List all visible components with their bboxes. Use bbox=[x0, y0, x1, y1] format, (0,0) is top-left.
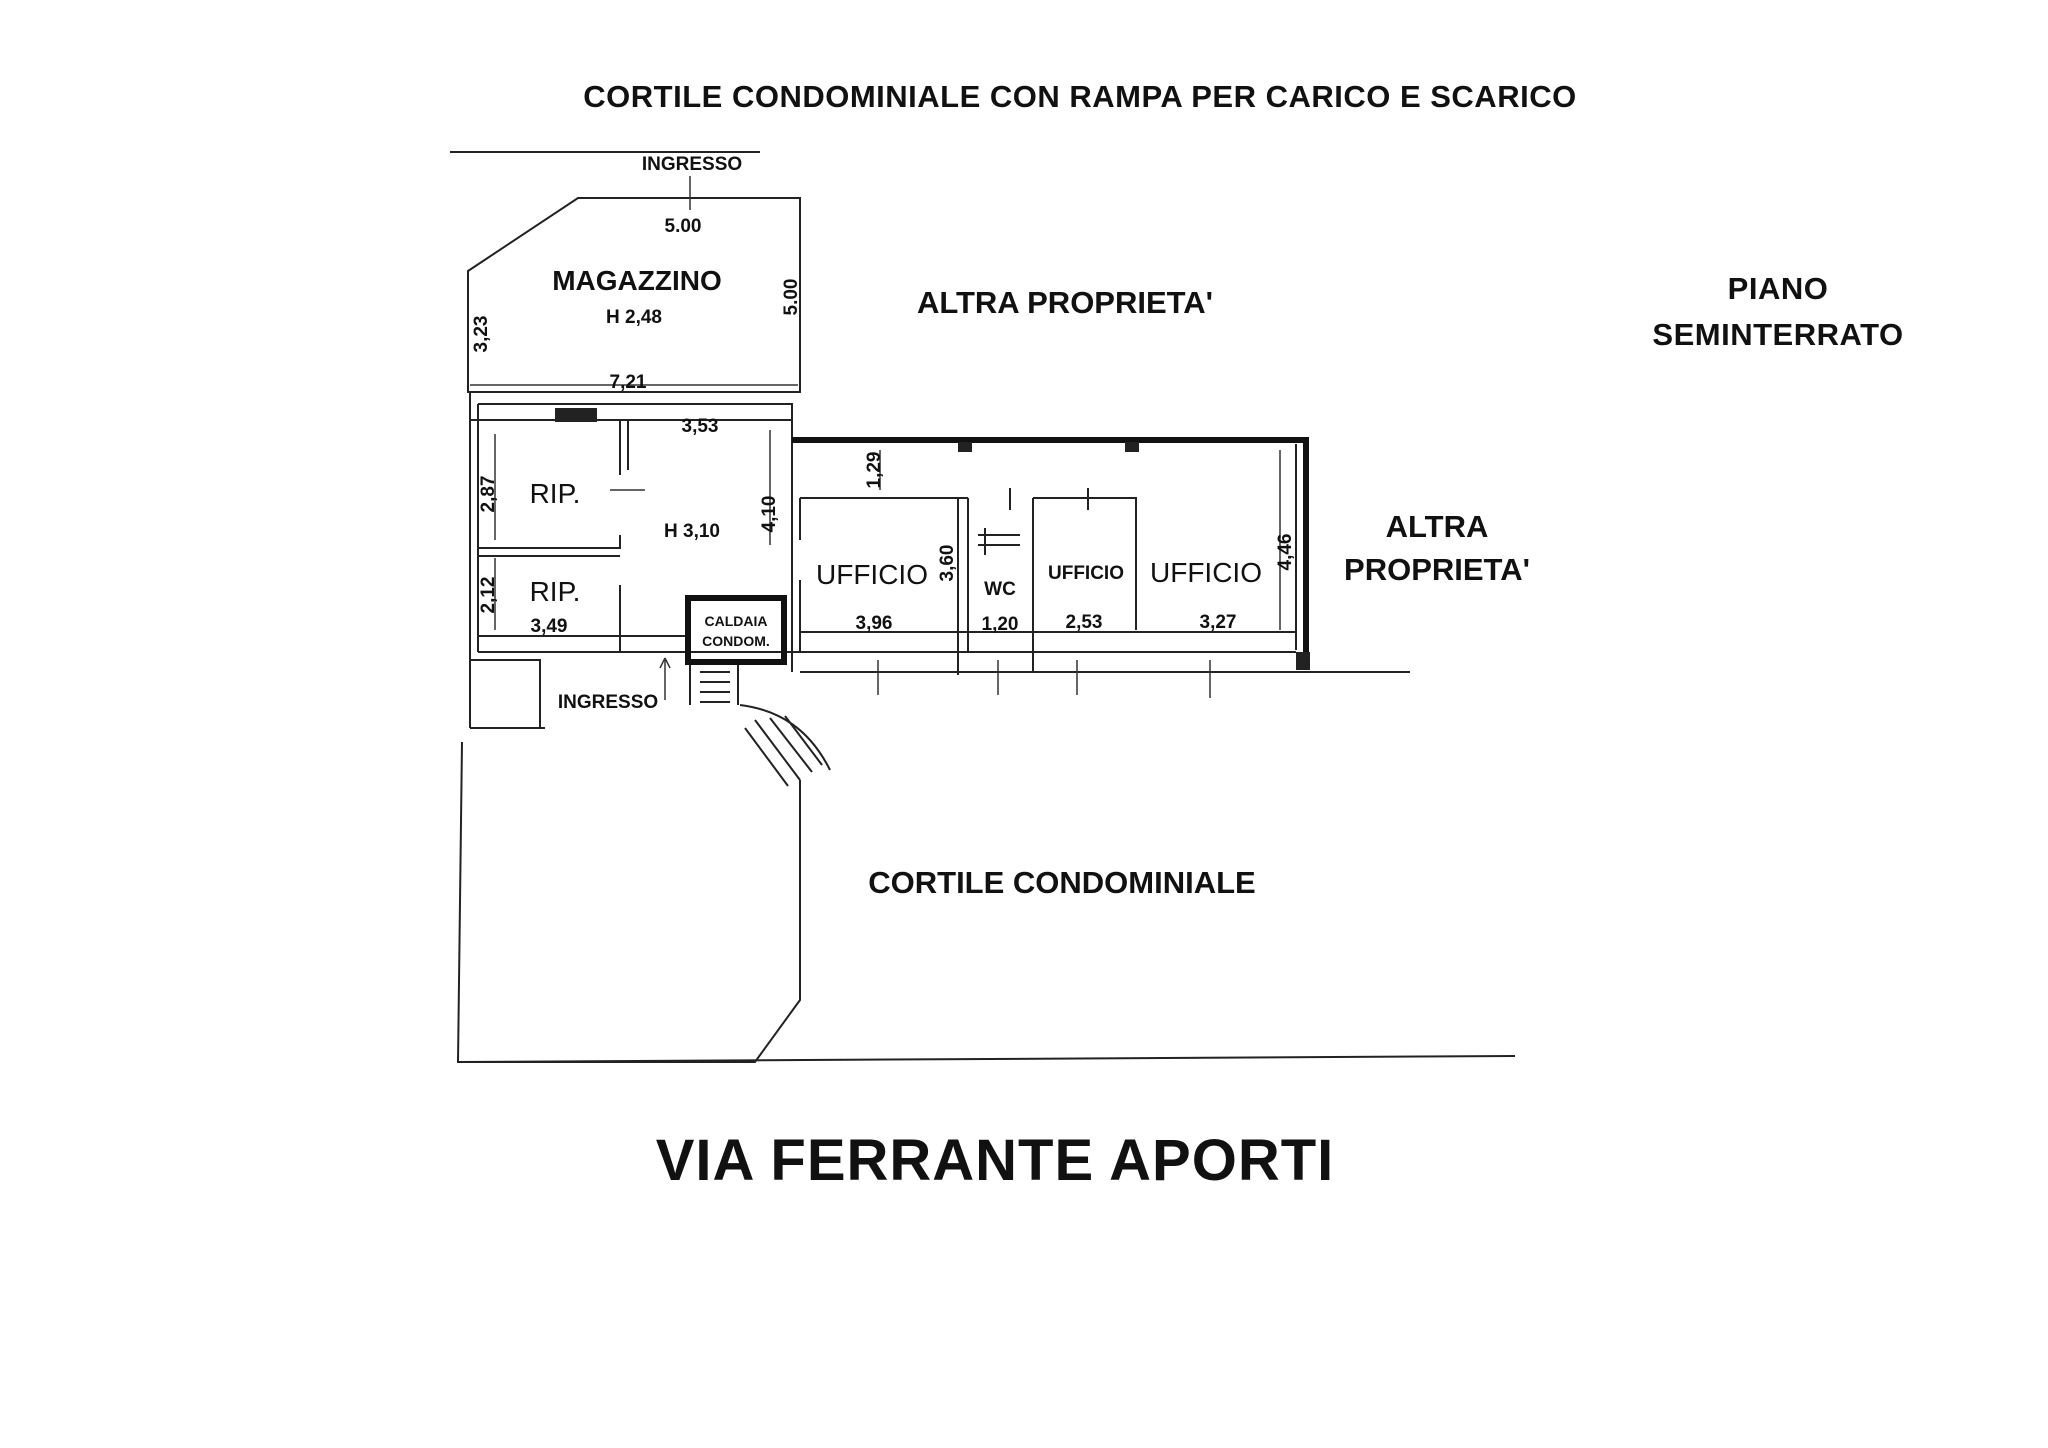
dim-uff1-h: 3,60 bbox=[937, 544, 958, 582]
room-wc-name: WC bbox=[984, 579, 1016, 600]
room-caldaia-line2: CONDOM. bbox=[702, 633, 770, 649]
dim-mag-left: 3,23 bbox=[471, 315, 492, 353]
dim-rip-upper-h: 2,87 bbox=[478, 475, 499, 513]
dim-central-h: 4,10 bbox=[759, 495, 780, 533]
level-label-line1: PIANO bbox=[1727, 271, 1829, 306]
top-courtyard-label: CORTILE CONDOMINIALE CON RAMPA PER CARICO E SCARICO bbox=[583, 79, 1577, 114]
room-ufficio-2-name: UFFICIO bbox=[1048, 563, 1124, 584]
dim-mag-bottom: 7,21 bbox=[609, 372, 647, 393]
room-rip-lower-name: RIP. bbox=[529, 576, 581, 607]
dim-rip-lower-w: 3,49 bbox=[530, 616, 568, 637]
level-label-line2: SEMINTERRATO bbox=[1652, 317, 1904, 352]
entrance-top-label: INGRESSO bbox=[641, 154, 743, 175]
dim-mag-right: 5.00 bbox=[781, 278, 802, 316]
entrance-steps bbox=[660, 658, 830, 786]
dim-wc-w: 1,20 bbox=[981, 614, 1019, 635]
courtyard-outline bbox=[458, 742, 1515, 1062]
room-central-height: H 3,10 bbox=[664, 521, 720, 542]
dim-uff1-w: 3,96 bbox=[855, 613, 893, 634]
room-magazzino-name: MAGAZZINO bbox=[552, 265, 722, 296]
dim-uff2-w: 2,53 bbox=[1065, 612, 1103, 633]
dim-rip-lower-h: 2,12 bbox=[478, 576, 499, 614]
room-rip-upper-name: RIP. bbox=[529, 478, 581, 509]
courtyard-label: CORTILE CONDOMINIALE bbox=[868, 865, 1256, 900]
dim-uff3-h: 4,46 bbox=[1275, 533, 1296, 571]
neighbor-right-line1: ALTRA bbox=[1385, 509, 1489, 544]
room-caldaia-line1: CALDAIA bbox=[704, 613, 768, 629]
left-block-walls bbox=[470, 392, 800, 728]
dim-mag-top: 5.00 bbox=[664, 216, 702, 237]
dim-central-top: 3,53 bbox=[681, 416, 719, 437]
dim-uff3-w: 3,27 bbox=[1199, 612, 1237, 633]
room-ufficio-3-name: UFFICIO bbox=[1150, 557, 1262, 588]
entrance-bottom-label: INGRESSO bbox=[557, 692, 659, 713]
neighbor-right-line2: PROPRIETA' bbox=[1344, 552, 1530, 587]
room-ufficio-1-name: UFFICIO bbox=[816, 559, 928, 590]
neighbor-top-label: ALTRA PROPRIETA' bbox=[916, 285, 1214, 320]
room-magazzino-height: H 2,48 bbox=[606, 307, 662, 328]
dim-corridor-h: 1,29 bbox=[864, 451, 885, 489]
street-name: VIA FERRANTE APORTI bbox=[655, 1128, 1335, 1193]
